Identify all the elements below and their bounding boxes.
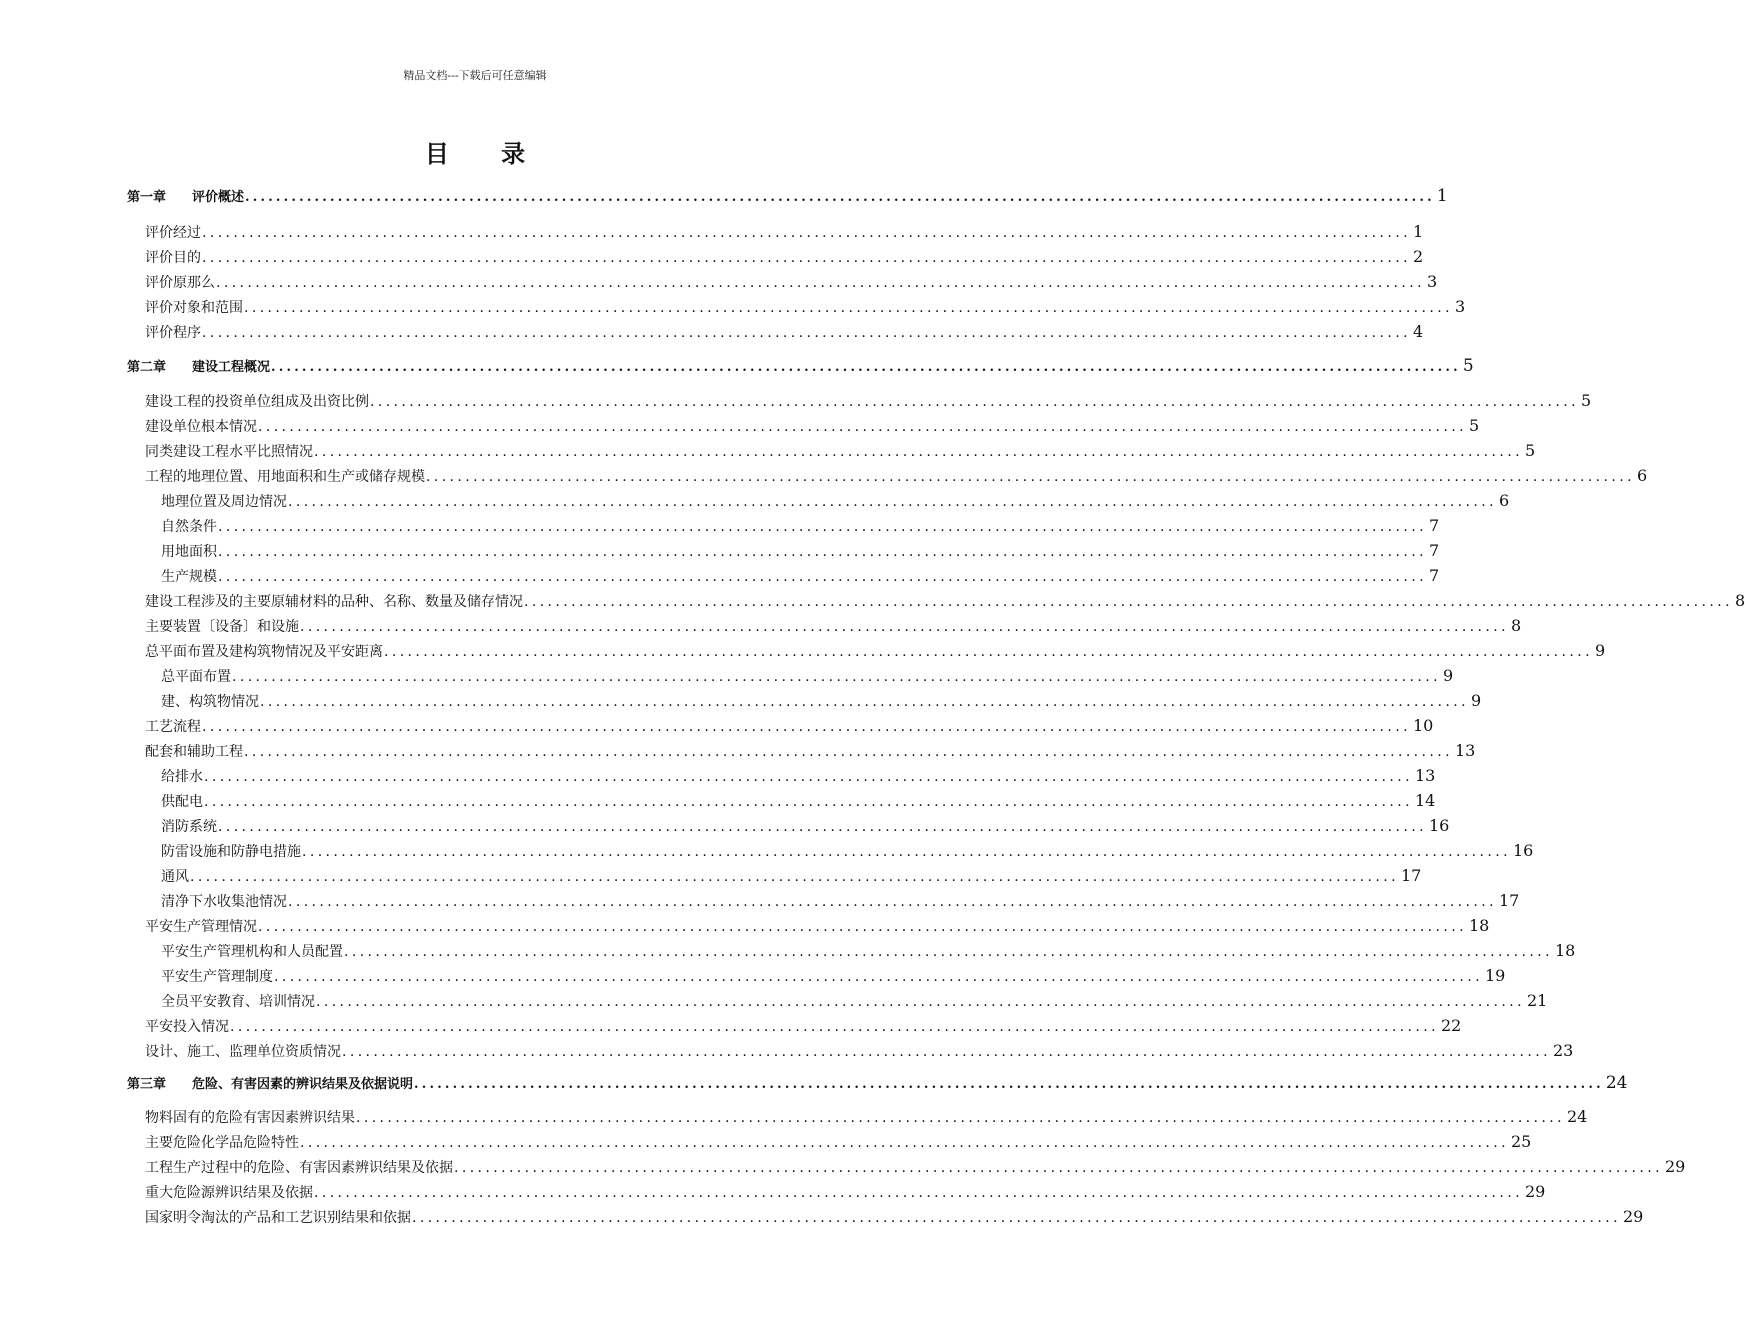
- toc-page-number: 9: [1442, 666, 1454, 685]
- toc-page-number: 16: [1428, 816, 1450, 835]
- dot-leader: ..........................................................................................................................................................: [414, 1077, 1604, 1092]
- toc-entry-label: [161, 691, 259, 711]
- toc-entry-label: [145, 391, 369, 411]
- toc-entry-label: [145, 741, 243, 761]
- toc-page-number: 1: [1436, 186, 1448, 206]
- dot-leader: ..........................................................................................................................................................: [300, 1135, 1509, 1151]
- toc-entry-text: 平安生产管理制度: [161, 969, 273, 985]
- dot-leader: ..........................................................................................................................................................: [288, 494, 1497, 510]
- toc-entry-label: [145, 1016, 229, 1036]
- toc-page-number: 6: [1636, 466, 1648, 485]
- toc-entry-label: [127, 186, 244, 205]
- toc-entry-label: [161, 991, 315, 1011]
- toc-entry[interactable]: [161, 841, 1534, 861]
- toc-entry[interactable]: [145, 441, 1536, 461]
- toc-entry-text: 主要装置〔设备〕和设施: [145, 619, 299, 635]
- toc-entry-text: 设计、施工、监理单位资质情况: [145, 1044, 341, 1060]
- toc-entry[interactable]: [145, 1016, 1462, 1036]
- toc-page-number: 7: [1428, 566, 1440, 585]
- dot-leader: ..........................................................................................................................................................: [356, 1110, 1565, 1126]
- page-header: 精品文档---下载后可任意编辑: [403, 69, 547, 82]
- dot-leader: ..........................................................................................................................................................: [204, 769, 1413, 785]
- toc-page-number: 25: [1510, 1132, 1532, 1151]
- toc-entry[interactable]: [145, 591, 1745, 611]
- dot-leader: ..........................................................................................................................................................: [271, 360, 1461, 375]
- toc-entry-label: [127, 1073, 413, 1092]
- toc-entry-text: 供配电: [161, 794, 203, 810]
- dot-leader: ..........................................................................................................................................................: [218, 544, 1427, 560]
- toc-entry[interactable]: [145, 466, 1648, 486]
- toc-entry-text: 工程的地理位置、用地面积和生产或储存规模: [145, 469, 425, 485]
- toc-chapter-entry[interactable]: [127, 1073, 1628, 1093]
- toc-entry-label: [161, 491, 287, 511]
- toc-entry-label: [127, 356, 270, 375]
- toc-page-number: 13: [1454, 741, 1476, 760]
- toc-entry-text: 给排水: [161, 769, 203, 785]
- toc-entry-label: [145, 1132, 299, 1152]
- toc-entry[interactable]: [145, 741, 1476, 761]
- toc-entry-label: [161, 791, 203, 811]
- toc-entry[interactable]: [161, 516, 1440, 536]
- toc-entry[interactable]: [161, 891, 1520, 911]
- dot-leader: ..........................................................................................................................................................: [342, 1044, 1551, 1060]
- dot-leader: ..........................................................................................................................................................: [274, 969, 1483, 985]
- toc-entry[interactable]: [145, 247, 1424, 267]
- toc-entry[interactable]: [145, 416, 1480, 436]
- toc-entry-text: 配套和辅助工程: [145, 744, 243, 760]
- toc-entry-label: [161, 516, 217, 536]
- dot-leader: ..........................................................................................................................................................: [218, 819, 1427, 835]
- toc-entry-label: [161, 841, 301, 861]
- dot-leader: ..........................................................................................................................................................: [454, 1160, 1663, 1176]
- toc-entry-label: [145, 1041, 341, 1061]
- toc-entry-text: 平安生产管理情况: [145, 919, 257, 935]
- toc-page-number: 10: [1412, 716, 1434, 735]
- toc-entry-label: [161, 566, 217, 586]
- toc-entry[interactable]: [145, 716, 1434, 736]
- toc-entry[interactable]: [145, 1207, 1644, 1227]
- toc-page-number: 7: [1428, 541, 1440, 560]
- toc-entry[interactable]: [161, 866, 1422, 886]
- dot-leader: ..........................................................................................................................................................: [218, 569, 1427, 585]
- dot-leader: ..........................................................................................................................................................: [314, 1185, 1523, 1201]
- toc-page-number: 18: [1468, 916, 1490, 935]
- dot-leader: ..........................................................................................................................................................: [202, 250, 1411, 266]
- toc-entry[interactable]: [145, 391, 1592, 411]
- dot-leader: ..........................................................................................................................................................: [384, 644, 1593, 660]
- toc-entry-text: 地理位置及周边情况: [161, 494, 287, 510]
- dot-leader: ..........................................................................................................................................................: [204, 794, 1413, 810]
- toc-entry-label: [145, 297, 243, 317]
- toc-entry[interactable]: [161, 666, 1454, 686]
- toc-entry-text: 消防系统: [161, 819, 217, 835]
- toc-entry-text: 总平面布置及建构筑物情况及平安距离: [145, 644, 383, 660]
- toc-entry-label: [161, 866, 189, 886]
- toc-entry[interactable]: [145, 297, 1466, 317]
- toc-entry[interactable]: [161, 541, 1440, 561]
- toc-entry-label: [145, 247, 201, 267]
- dot-leader: ..........................................................................................................................................................: [230, 1019, 1439, 1035]
- toc-page-number: 17: [1400, 866, 1422, 885]
- toc-entry[interactable]: [161, 491, 1510, 511]
- dot-leader: ..........................................................................................................................................................: [232, 669, 1441, 685]
- dot-leader: ..........................................................................................................................................................: [244, 300, 1453, 316]
- toc-entry-label: [145, 1157, 453, 1177]
- dot-leader: ..........................................................................................................................................................: [218, 519, 1427, 535]
- toc-page-number: 16: [1512, 841, 1534, 860]
- toc-page-number: 3: [1454, 297, 1466, 316]
- toc-page-number: 21: [1526, 991, 1548, 1010]
- toc-entry-text: 建、构筑物情况: [161, 694, 259, 710]
- toc-page-number: 18: [1554, 941, 1576, 960]
- toc-entry-text: 评价原那么: [145, 275, 215, 291]
- dot-leader: ..........................................................................................................................................................: [245, 190, 1435, 205]
- dot-leader: ..........................................................................................................................................................: [412, 1210, 1621, 1226]
- toc-entry-label: [145, 322, 201, 342]
- dot-leader: ..........................................................................................................................................................: [216, 275, 1425, 291]
- toc-page-number: 29: [1664, 1157, 1686, 1176]
- toc-page-number: 7: [1428, 516, 1440, 535]
- toc-entry-label: [145, 1207, 411, 1227]
- dot-leader: ..........................................................................................................................................................: [258, 419, 1467, 435]
- toc-entry-label: [145, 222, 201, 242]
- toc-page-number: 22: [1440, 1016, 1462, 1035]
- toc-entry-label: [145, 416, 257, 436]
- toc-page-number: 23: [1552, 1041, 1574, 1060]
- toc-entry-text: 建设单位根本情况: [145, 419, 257, 435]
- toc-entry-label: [145, 466, 425, 486]
- chapter-number: 第一章: [127, 190, 167, 205]
- toc-entry[interactable]: [145, 616, 1522, 636]
- toc-entry-text: 通风: [161, 869, 189, 885]
- toc-entry-text: 建设工程涉及的主要原辅材料的品种、名称、数量及储存情况: [145, 594, 523, 610]
- toc-entry[interactable]: [161, 791, 1436, 811]
- toc-entry[interactable]: [161, 766, 1436, 786]
- toc-entry[interactable]: [145, 916, 1490, 936]
- toc-entry-label: [161, 816, 217, 836]
- toc-page-number: 2: [1412, 247, 1424, 266]
- toc-entry-label: [145, 616, 299, 636]
- toc-entry[interactable]: [145, 641, 1606, 661]
- toc-page-number: 29: [1524, 1182, 1546, 1201]
- dot-leader: ..........................................................................................................................................................: [260, 694, 1469, 710]
- dot-leader: ..........................................................................................................................................................: [344, 944, 1553, 960]
- dot-leader: ..........................................................................................................................................................: [302, 844, 1511, 860]
- dot-leader: ..........................................................................................................................................................: [288, 894, 1497, 910]
- toc-entry[interactable]: [145, 1041, 1574, 1061]
- toc-page-number: 3: [1426, 272, 1438, 291]
- toc-entry-label: [161, 966, 273, 986]
- toc-entry-text: 评价对象和范围: [145, 300, 243, 316]
- toc-chapter-entry[interactable]: [127, 356, 1474, 376]
- toc-chapter-entry[interactable]: [127, 186, 1448, 206]
- toc-page-number: 8: [1734, 591, 1745, 610]
- toc-entry-text: 工艺流程: [145, 719, 201, 735]
- toc-entry-text: 建设工程的投资单位组成及出资比例: [145, 394, 369, 410]
- toc-entry[interactable]: [145, 1157, 1686, 1177]
- toc-page-number: 6: [1498, 491, 1510, 510]
- dot-leader: ..........................................................................................................................................................: [244, 744, 1453, 760]
- dot-leader: ..........................................................................................................................................................: [524, 594, 1733, 610]
- toc-entry-text: 生产规模: [161, 569, 217, 585]
- toc-entry-label: [145, 1182, 313, 1202]
- toc-entry[interactable]: [145, 222, 1424, 242]
- toc-page-number: 24: [1605, 1073, 1628, 1093]
- toc-page-number: 8: [1510, 616, 1522, 635]
- toc-page-number: 5: [1524, 441, 1536, 460]
- toc-entry[interactable]: [161, 566, 1440, 586]
- toc-entry-text: 工程生产过程中的危险、有害因素辨识结果及依据: [145, 1160, 453, 1176]
- toc-entry-label: [145, 441, 313, 461]
- toc-entry[interactable]: [145, 322, 1424, 342]
- toc-page-number: 17: [1498, 891, 1520, 910]
- toc-entry-text: 危险、有害因素的辨识结果及依据说明: [192, 1077, 414, 1092]
- toc-entry-text: 评价目的: [145, 250, 201, 266]
- toc-entry-text: 防雷设施和防静电措施: [161, 844, 301, 860]
- toc-page-number: 5: [1462, 356, 1474, 376]
- toc-entry-label: [161, 941, 343, 961]
- dot-leader: ..........................................................................................................................................................: [314, 444, 1523, 460]
- toc-entry-text: 清净下水收集池情况: [161, 894, 287, 910]
- toc-page-number: 14: [1414, 791, 1436, 810]
- toc-entry-text: 评价概述: [192, 190, 245, 205]
- dot-leader: ..........................................................................................................................................................: [190, 869, 1399, 885]
- chapter-number: 第二章: [127, 360, 167, 375]
- toc-entry-text: 全员平安教育、培训情况: [161, 994, 315, 1010]
- toc-entry-label: [145, 272, 215, 292]
- dot-leader: ..........................................................................................................................................................: [202, 225, 1411, 241]
- dot-leader: ..........................................................................................................................................................: [202, 325, 1411, 341]
- toc-entry[interactable]: [161, 816, 1450, 836]
- dot-leader: ..........................................................................................................................................................: [258, 919, 1467, 935]
- toc-entry[interactable]: [161, 691, 1482, 711]
- toc-entry[interactable]: [145, 1107, 1588, 1127]
- toc-entry-text: 平安投入情况: [145, 1019, 229, 1035]
- toc-entry[interactable]: [145, 1182, 1546, 1202]
- dot-leader: ..........................................................................................................................................................: [202, 719, 1411, 735]
- toc-page-number: 19: [1484, 966, 1506, 985]
- toc-entry-text: 物料固有的危险有害因素辨识结果: [145, 1110, 355, 1126]
- toc-entry-text: 平安生产管理机构和人员配置: [161, 944, 343, 960]
- toc-page-number: 9: [1470, 691, 1482, 710]
- toc-entry-text: 自然条件: [161, 519, 217, 535]
- toc-entry-text: 同类建设工程水平比照情况: [145, 444, 313, 460]
- toc-title: 目 录: [424, 139, 548, 168]
- toc-entry-text: 总平面布置: [161, 669, 231, 685]
- toc-page-number: 24: [1566, 1107, 1588, 1126]
- toc-page-number: 9: [1594, 641, 1606, 660]
- toc-page-number: 13: [1414, 766, 1436, 785]
- toc-entry[interactable]: [161, 991, 1548, 1011]
- toc-entry-text: 评价经过: [145, 225, 201, 241]
- toc-entry-label: [145, 916, 257, 936]
- dot-leader: ..........................................................................................................................................................: [370, 394, 1579, 410]
- toc-entry-label: [145, 591, 523, 611]
- toc-page-number: 5: [1468, 416, 1480, 435]
- toc-entry-text: 主要危险化学品危险特性: [145, 1135, 299, 1151]
- toc-entry-label: [161, 766, 203, 786]
- toc-entry-text: 国家明令淘汰的产品和工艺识别结果和依据: [145, 1210, 411, 1226]
- toc-entry-text: 重大危险源辨识结果及依据: [145, 1185, 313, 1201]
- dot-leader: ..........................................................................................................................................................: [300, 619, 1509, 635]
- toc-entry-label: [145, 716, 201, 736]
- toc-page-number: 4: [1412, 322, 1424, 341]
- toc-entry[interactable]: [161, 966, 1506, 986]
- toc-entry[interactable]: [161, 941, 1576, 961]
- toc-entry[interactable]: [145, 1132, 1532, 1152]
- toc-entry-label: [161, 666, 231, 686]
- chapter-number: 第三章: [127, 1077, 167, 1092]
- toc-entry[interactable]: [145, 272, 1438, 292]
- toc-page-number: 1: [1412, 222, 1424, 241]
- toc-entry-label: [145, 1107, 355, 1127]
- toc-page-number: 5: [1580, 391, 1592, 410]
- toc-entry-text: 建设工程概况: [192, 360, 271, 375]
- toc-page-number: 29: [1622, 1207, 1644, 1226]
- toc-entry-label: [161, 891, 287, 911]
- toc-entry-text: 评价程序: [145, 325, 201, 341]
- toc-entry-label: [161, 541, 217, 561]
- dot-leader: ..........................................................................................................................................................: [316, 994, 1525, 1010]
- toc-entry-label: [145, 641, 383, 661]
- dot-leader: ..........................................................................................................................................................: [426, 469, 1635, 485]
- toc-entry-text: 用地面积: [161, 544, 217, 560]
